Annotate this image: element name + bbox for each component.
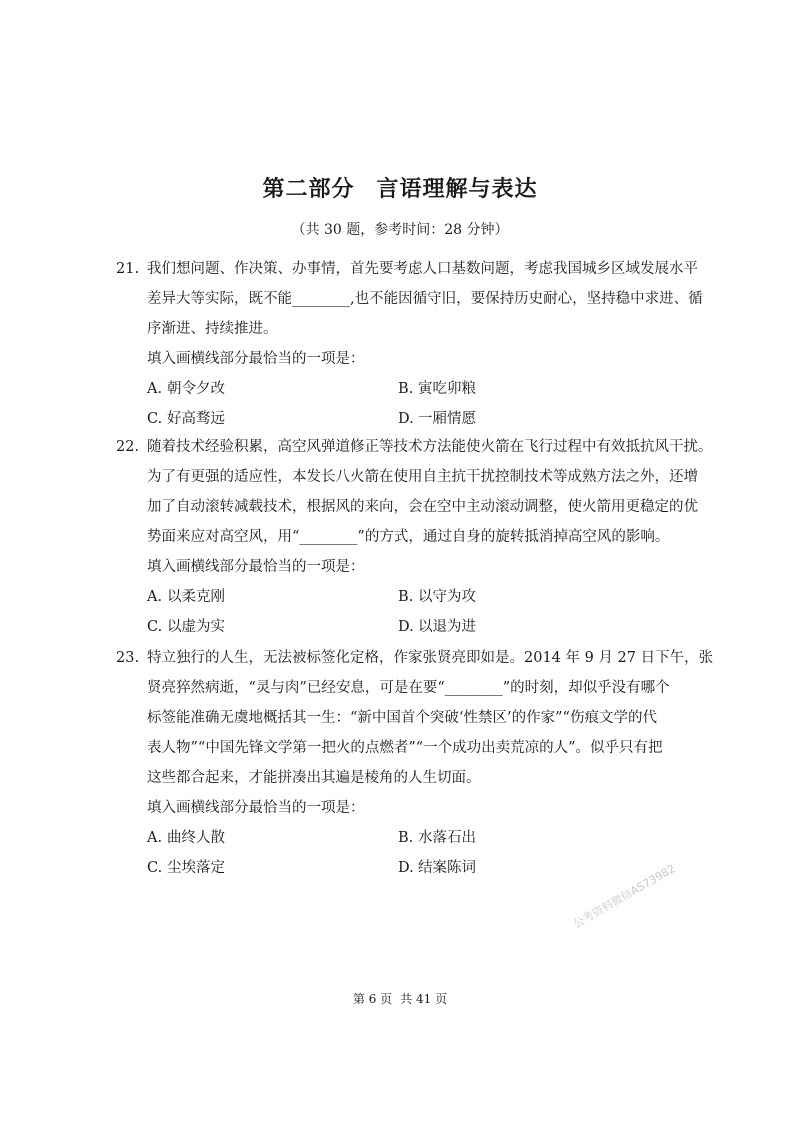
section-label: 言语理解与表达 [376,177,538,202]
answer-options [116,374,696,434]
page-title [0,172,800,203]
page-number: 第 6 页 [352,992,393,1006]
option-d[interactable]: D. 结案陈词 [398,860,476,876]
option-c[interactable]: C. 以虚为实 [147,619,225,635]
page-footer [0,990,800,1007]
question-line: 加了自动滚转减载技术，根据风的来向，会在空中主动滚动调整，使火箭用更稳定的优 [147,499,698,515]
option-d[interactable]: D. 以退为进 [398,619,476,635]
option-d[interactable]: D. 一厢情愿 [398,411,476,427]
option-c[interactable]: C. 尘埃落定 [147,860,225,876]
question-prompt: 填入画横线部分最恰当的一项是： [147,351,365,367]
question-21 [116,254,703,434]
question-number: 23. [116,650,140,666]
question-line: 差异大等实际，既不能________,也不能因循守旧，要保持历史耐心，坚持稳中求进、循 [147,291,703,307]
watermark: 公考资料微信AS73982 [571,861,678,931]
question-number: 22. [116,439,140,455]
question-line: 表人物”“中国先锋文学第一把火的点燃者”“一个成功出卖荒凉的人”。似乎只有把 [147,740,663,756]
question-line: 标签能准确无虞地概括其一生：“新中国首个突破‘性禁区’的作家”“伤痕文学的代 [147,710,657,726]
question-22 [116,432,713,642]
question-line: 序渐进、持续推进。 [147,321,278,337]
option-c[interactable]: C. 好高骛远 [147,411,225,427]
option-a[interactable]: A. 曲终人散 [147,830,225,846]
section-subtitle: （共 30 题，参考时间：28 分钟） [291,222,509,238]
option-a[interactable]: A. 朝令夕改 [147,381,225,397]
question-line: 为了有更强的适应性，本发长八火箭在使用自主抗干扰控制技术等成熟方法之外，还增 [147,469,698,485]
question-23 [116,643,714,883]
part-label: 第二部分 [262,177,355,202]
question-line: 这些都合起来，才能拼凑出其遍是棱角的人生切面。 [147,770,481,786]
page-total: 共 41 页 [400,992,448,1006]
question-prompt: 填入画横线部分最恰当的一项是： [147,800,365,816]
question-number: 21. [116,261,140,277]
option-b[interactable]: B. 寅吃卯粮 [398,381,476,397]
question-prompt: 填入画横线部分最恰当的一项是： [147,559,365,575]
answer-options [116,823,696,883]
question-line: 贤亮猝然病逝，“灵与肉”已经安息，可是在要“________”的时刻，却似乎没有哪个 [147,680,670,696]
answer-options [116,582,696,642]
question-line: 21. 我们想问题、作决策、办事情，首先要考虑人口基数问题，考虑我国城乡区域发展水平 [116,254,696,284]
question-line: 23. 特立独行的人生，无法被标签化定格，作家张贤亮即如是。2014 年 9 月 27 日下午，张 [116,643,696,673]
option-a[interactable]: A. 以柔克刚 [147,589,225,605]
question-line: 22. 随着技术经验积累，高空风弹道修正等技术方法能使火箭在飞行过程中有效抵抗风干扰。 [116,432,696,462]
option-b[interactable]: B. 水落石出 [398,830,476,846]
question-line: 势面来应对高空风，用“________”的方式，通过自身的旋转抵消掉高空风的影响。 [147,529,670,545]
option-b[interactable]: B. 以守为攻 [398,589,476,605]
